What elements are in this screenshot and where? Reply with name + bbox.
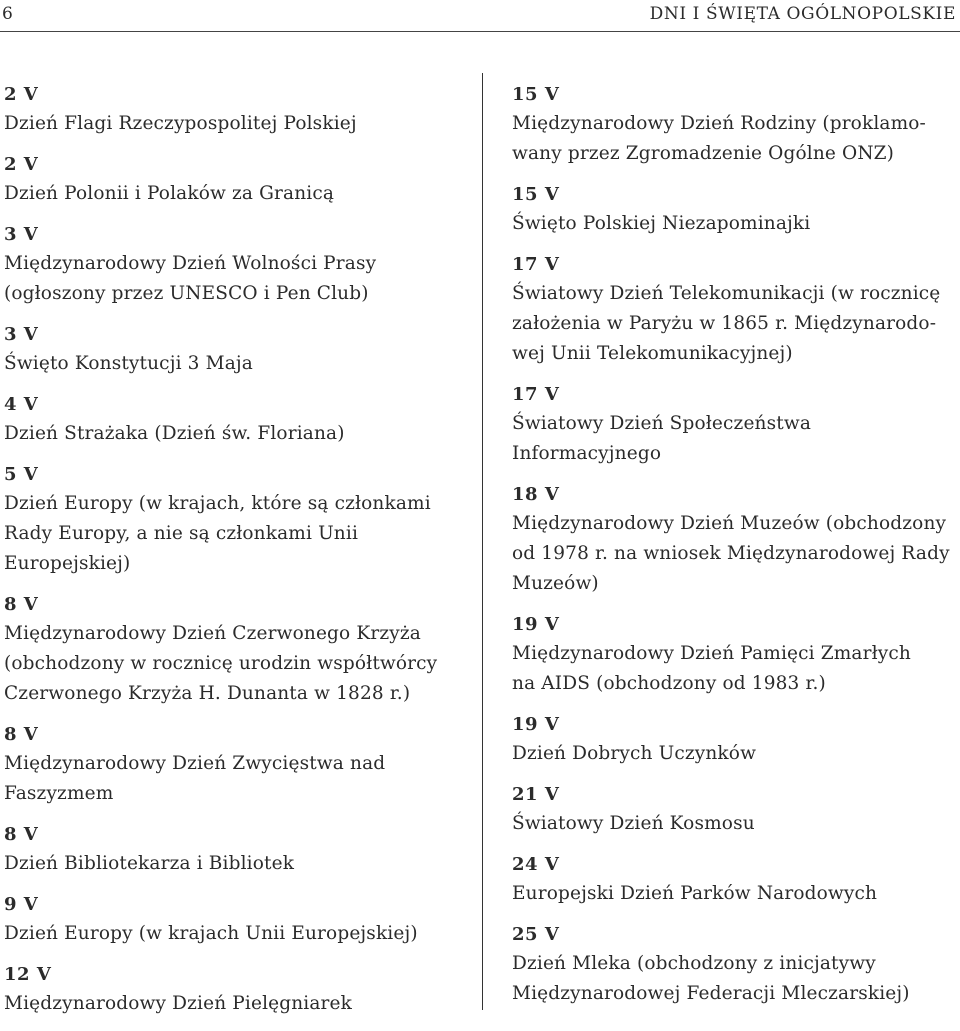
holiday-entry	[4, 391, 464, 449]
holiday-entry	[512, 851, 958, 909]
holiday-entry	[512, 381, 958, 469]
holiday-date: 24 V	[512, 854, 560, 875]
holiday-date: 19 V	[512, 714, 560, 735]
holiday-entry	[512, 481, 958, 599]
holiday-name-line: (ogłoszony przez UNESCO i Pen Club)	[4, 283, 369, 304]
holiday-name-line: Informacyjnego	[512, 443, 662, 464]
holiday-name-line: Międzynarodowy Dzień Muzeów (obchodzony	[512, 513, 947, 534]
holiday-entry	[4, 81, 464, 139]
holiday-name-line: Międzynarodowej Federacji Mleczarskiej)	[512, 983, 910, 1004]
holiday-entry	[512, 81, 958, 169]
holiday-name-line: Międzynarodowy Dzień Rodziny (proklamo-	[512, 113, 926, 134]
holiday-name-line: Dzień Dobrych Uczynków	[512, 743, 757, 764]
holiday-name-line: na AIDS (obchodzony od 1983 r.)	[512, 673, 826, 694]
holiday-name-line: założenia w Paryżu w 1865 r. Międzynarodo-	[512, 313, 937, 334]
holiday-date: 12 V	[4, 964, 52, 985]
holiday-date: 9 V	[4, 894, 39, 915]
holiday-entry	[4, 151, 464, 209]
holiday-entry	[512, 781, 958, 839]
holiday-name-line: od 1978 r. na wniosek Międzynarodowej Rady	[512, 543, 950, 564]
holiday-name-line: Dzień Polonii i Polaków za Granicą	[4, 183, 335, 204]
holiday-entry	[4, 321, 464, 379]
holiday-name-line: Święto Konstytucji 3 Maja	[4, 353, 253, 374]
holiday-name-line: Święto Polskiej Niezapominajki	[512, 213, 811, 234]
holiday-name-line: Faszyzmem	[4, 783, 114, 804]
holiday-date: 2 V	[4, 84, 39, 105]
page-header	[0, 0, 960, 32]
holiday-name-line: wany przez Zgromadzenie Ogólne ONZ)	[512, 143, 895, 164]
holiday-name-line: Międzynarodowy Dzień Czerwonego Krzyża	[4, 623, 421, 644]
holiday-entry	[4, 891, 464, 949]
holiday-name-line: (obchodzony w rocznicę urodzin współtwórcy	[4, 653, 438, 674]
holiday-date: 8 V	[4, 724, 39, 745]
holiday-date: 19 V	[512, 614, 560, 635]
holiday-date: 15 V	[512, 184, 560, 205]
right-column	[512, 81, 958, 1021]
holiday-entry	[512, 181, 958, 239]
holiday-entry	[512, 611, 958, 699]
holiday-entry	[4, 221, 464, 309]
holiday-name-line: Czerwonego Krzyża H. Dunanta w 1828 r.)	[4, 683, 411, 704]
holiday-date: 2 V	[4, 154, 39, 175]
holiday-name-line: Światowy Dzień Społeczeństwa	[512, 413, 811, 434]
holiday-name-line: Dzień Europy (w krajach, które są członkami	[4, 493, 431, 514]
holiday-date: 4 V	[4, 394, 39, 415]
holiday-entry	[4, 461, 464, 579]
holiday-date: 15 V	[512, 84, 560, 105]
holiday-entry	[4, 721, 464, 809]
holiday-entry	[4, 821, 464, 879]
column-divider	[482, 73, 483, 1010]
holiday-date: 17 V	[512, 384, 560, 405]
holiday-entry	[512, 711, 958, 769]
holiday-date: 17 V	[512, 254, 560, 275]
holiday-name-line: Europejskiej)	[4, 553, 131, 574]
left-column	[4, 81, 464, 1031]
holiday-date: 18 V	[512, 484, 560, 505]
holiday-date: 8 V	[4, 824, 39, 845]
holiday-entry	[512, 921, 958, 1009]
holiday-name-line: Dzień Flagi Rzeczypospolitej Polskiej	[4, 113, 357, 134]
holiday-entry	[4, 591, 464, 709]
holiday-name-line: Międzynarodowy Dzień Wolności Prasy	[4, 253, 377, 274]
holiday-entry	[4, 961, 464, 1019]
holiday-name-line: Międzynarodowy Dzień Pielęgniarek	[4, 993, 352, 1014]
running-title: DNI I ŚWIĘTA OGÓLNOPOLSKIE	[649, 4, 956, 24]
holiday-date: 25 V	[512, 924, 560, 945]
holiday-name-line: Międzynarodowy Dzień Pamięci Zmarłych	[512, 643, 911, 664]
holiday-name-line: wej Unii Telekomunikacyjnej)	[512, 343, 793, 364]
holiday-date: 3 V	[4, 324, 39, 345]
holiday-name-line: Dzień Europy (w krajach Unii Europejskiej)	[4, 923, 418, 944]
holiday-date: 8 V	[4, 594, 39, 615]
holiday-name-line: Rady Europy, a nie są członkami Unii	[4, 523, 359, 544]
holiday-name-line: Europejski Dzień Parków Narodowych	[512, 883, 878, 904]
page-number: 6	[2, 4, 14, 24]
holiday-name-line: Dzień Strażaka (Dzień św. Floriana)	[4, 423, 345, 444]
holiday-entry	[512, 251, 958, 369]
holiday-name-line: Muzeów)	[512, 573, 599, 594]
holiday-date: 3 V	[4, 224, 39, 245]
holiday-date: 5 V	[4, 464, 39, 485]
holiday-name-line: Dzień Mleka (obchodzony z inicjatywy	[512, 953, 876, 974]
holiday-name-line: Światowy Dzień Kosmosu	[512, 813, 755, 834]
holiday-name-line: Międzynarodowy Dzień Zwycięstwa nad	[4, 753, 386, 774]
holiday-name-line: Dzień Bibliotekarza i Bibliotek	[4, 853, 295, 874]
holiday-date: 21 V	[512, 784, 560, 805]
holiday-name-line: Światowy Dzień Telekomunikacji (w rocznicę	[512, 283, 941, 304]
